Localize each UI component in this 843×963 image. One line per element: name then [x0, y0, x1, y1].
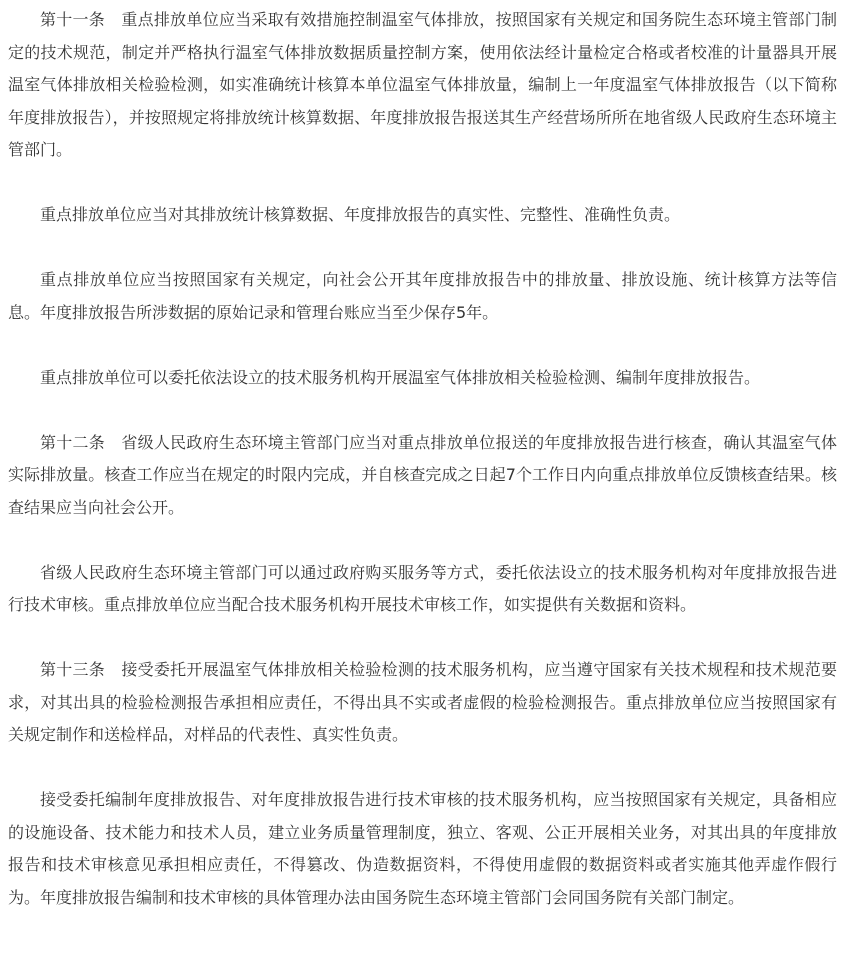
paragraph-gap	[8, 394, 837, 427]
paragraph-gap	[8, 232, 837, 265]
paragraph-disclosure: 重点排放单位应当按照国家有关规定，向社会公开其年度排放报告中的排放量、排放设施、统计核算方法等信息。年度排放报告所涉数据的原始记录和管理台账应当至少保存5年。	[8, 270, 837, 322]
paragraph-gap	[8, 329, 837, 362]
paragraph-gap	[8, 167, 837, 200]
paragraph-responsibility: 重点排放单位应当对其排放统计核算数据、年度排放报告的真实性、完整性、准确性负责。	[40, 205, 681, 224]
paragraph-gap	[8, 752, 837, 785]
paragraph-technical-review: 省级人民政府生态环境主管部门可以通过政府购买服务等方式，委托依法设立的技术服务机构对年度排放报告进行技术审核。重点排放单位应当配合技术服务机构开展技术审核工作，如实提供有关数据和资料。	[8, 562, 837, 614]
paragraph-service-agency: 接受委托编制年度排放报告、对年度排放报告进行技术审核的技术服务机构，应当按照国家有关规定，具备相应的设施设备、技术能力和技术人员，建立业务质量管理制度，独立、客观、公正开展相关业务，对其出具的年度排放报告和技术审核意见承担相应责任，不得篡改、伪造数据资料，不得使用虚假的数据资料或者实施其他弄虚作假行为。年度排放报告编制和技术审核的具体管理办法由国务院生态环境主管部门会同国务院有关部门制定。	[8, 790, 837, 907]
paragraph-gap	[8, 622, 837, 655]
paragraph-entrust: 重点排放单位可以委托依法设立的技术服务机构开展温室气体排放相关检验检测、编制年度排放报告。	[40, 367, 761, 387]
paragraph-gap	[8, 524, 837, 557]
paragraph-article-12: 第十二条 省级人民政府生态环境主管部门应当对重点排放单位报送的年度排放报告进行核查，确认其温室气体实际排放量。核查工作应当在规定的时限内完成，并自核查完成之日起7个工作日内向重点排放单位反馈核查结果。核查结果应当向社会公开。	[8, 432, 837, 517]
paragraph-article-11: 第十一条 重点排放单位应当采取有效措施控制温室气体排放，按照国家有关规定和国务院生态环境主管部门制定的技术规范，制定并严格执行温室气体排放数据质量控制方案，使用依法经计量检定合格或者校准的计量器具开展温室气体排放相关检验检测，如实准确统计核算本单位温室气体排放量，编制上一年度温室气体排放报告（以下简称年度排放报告），并按照规定将排放统计核算数据、年度排放报告报送其生产经营场所所在地省级人民政府生态环境主管部门。	[8, 10, 837, 159]
paragraph-article-13: 第十三条 接受委托开展温室气体排放相关检验检测的技术服务机构，应当遵守国家有关技术规程和技术规范要求，对其出具的检验检测报告承担相应责任，不得出具不实或者虚假的检验检测报告。重点排放单位应当按照国家有关规定制作和送检样品，对样品的代表性、真实性负责。	[8, 660, 837, 744]
